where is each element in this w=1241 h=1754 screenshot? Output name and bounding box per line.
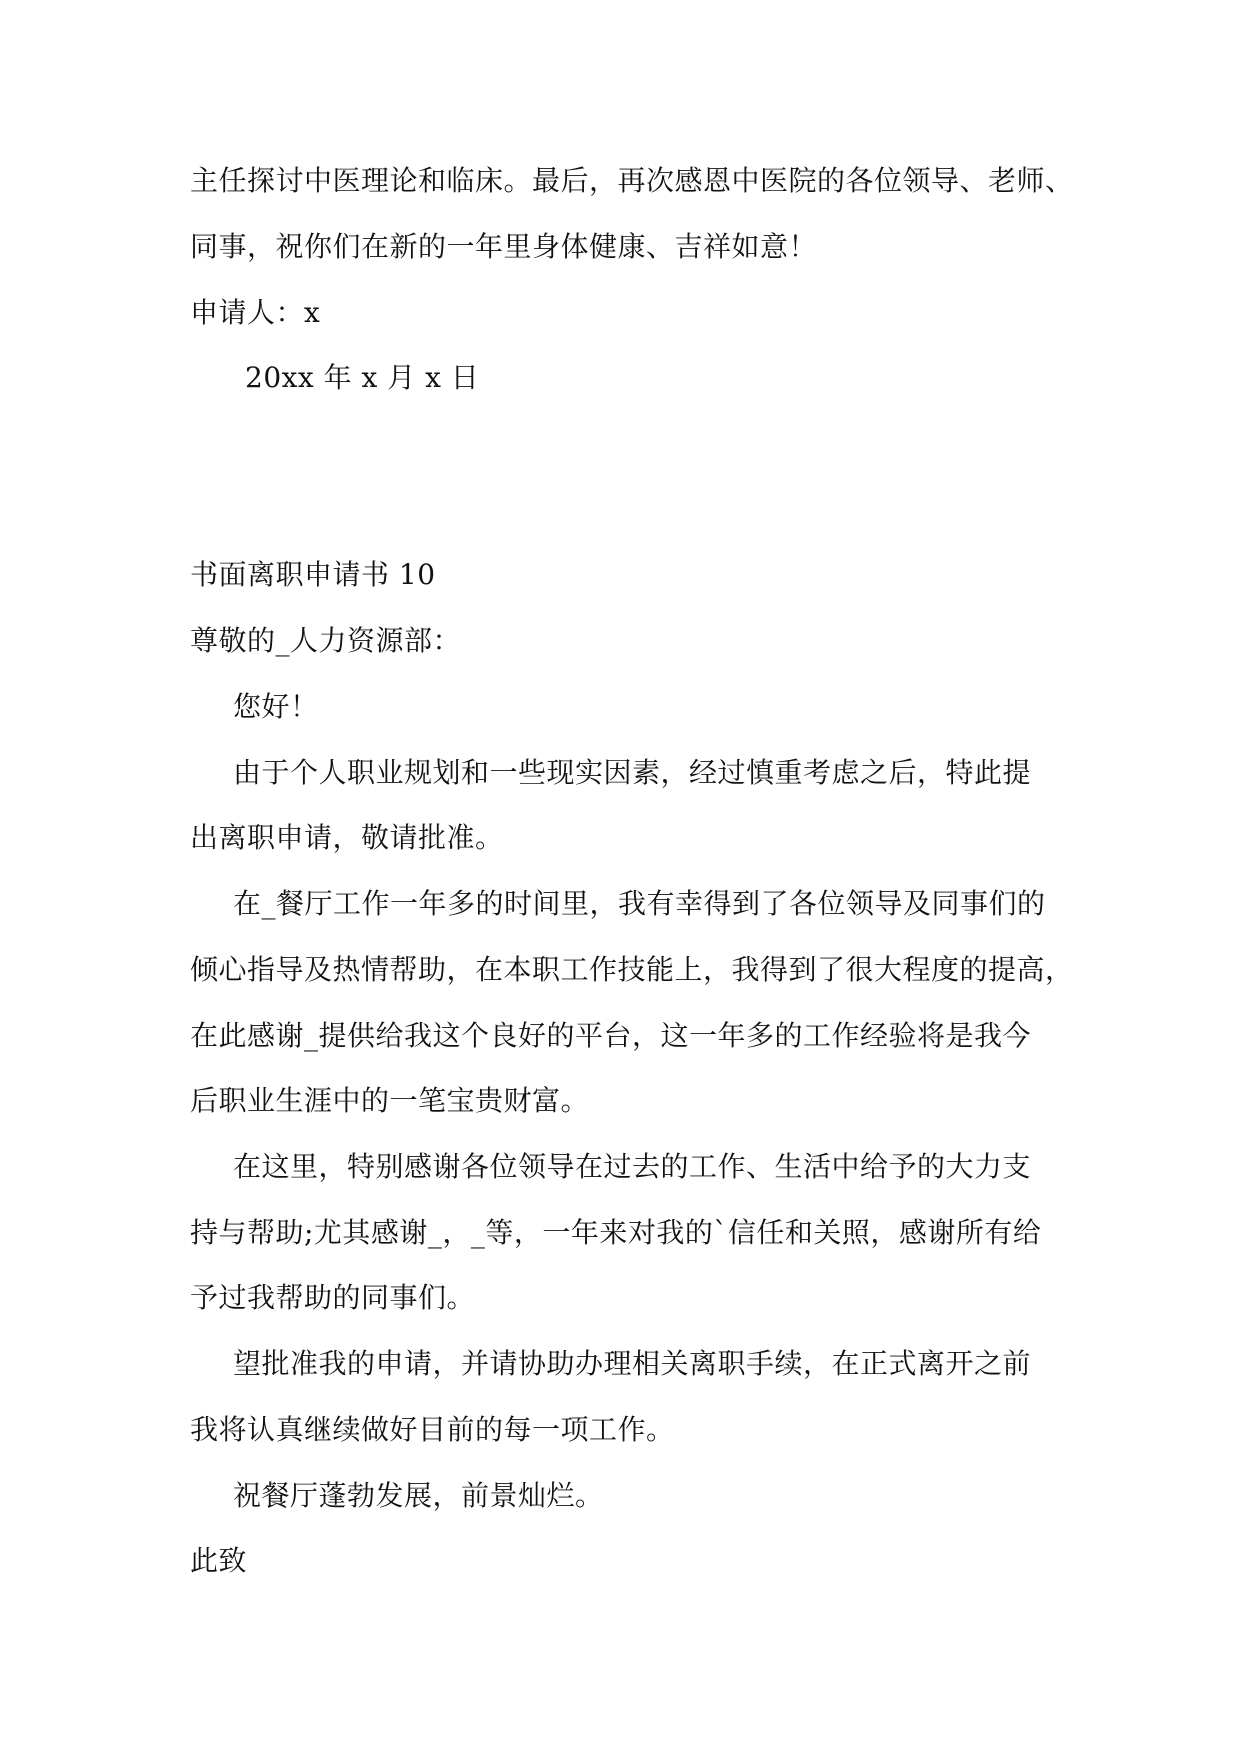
previous-letter-line-1: 主任探讨中医理论和临床。最后，再次感恩中医院的各位领导、老师、 [190, 164, 1074, 197]
body-line-6: 后职业生涯中的一笔宝贵财富。 [190, 1084, 590, 1117]
body-line-2: 出离职申请，敬请批准。 [190, 821, 504, 854]
body-line-5: 在此感谢_提供给我这个良好的平台，这一年多的工作经验将是我今 [190, 1019, 1032, 1052]
body-line-4: 倾心指导及热情帮助，在本职工作技能上，我得到了很大程度的提高， [190, 953, 1074, 986]
body-line-12: 祝餐厅蓬勃发展，前景灿烂。 [233, 1479, 604, 1512]
letter-greeting: 您好！ [233, 690, 319, 723]
body-line-11: 我将认真继续做好目前的每一项工作。 [190, 1413, 675, 1446]
application-date: 20xx 年 x 月 x 日 [245, 361, 480, 394]
body-line-8: 持与帮助;尤其感谢_，_等，一年来对我的`信任和关照，感谢所有给 [190, 1216, 1042, 1249]
body-line-1: 由于个人职业规划和一些现实因素，经过慎重考虑之后，特此提 [233, 756, 1032, 789]
body-line-10: 望批准我的申请，并请协助办理相关离职手续，在正式离开之前 [233, 1347, 1032, 1380]
body-line-7: 在这里，特别感谢各位领导在过去的工作、生活中给予的大力支 [233, 1150, 1032, 1183]
letter-salutation: 尊敬的_人力资源部： [190, 624, 462, 657]
applicant-signature: 申请人：x [190, 296, 321, 329]
body-line-9: 予过我帮助的同事们。 [190, 1281, 476, 1314]
letter-title: 书面离职申请书 10 [190, 558, 436, 591]
previous-letter-line-2: 同事，祝你们在新的一年里身体健康、吉祥如意！ [190, 230, 818, 263]
letter-closing: 此致 [190, 1544, 248, 1577]
body-line-3: 在_餐厅工作一年多的时间里，我有幸得到了各位领导及同事们的 [233, 887, 1046, 920]
